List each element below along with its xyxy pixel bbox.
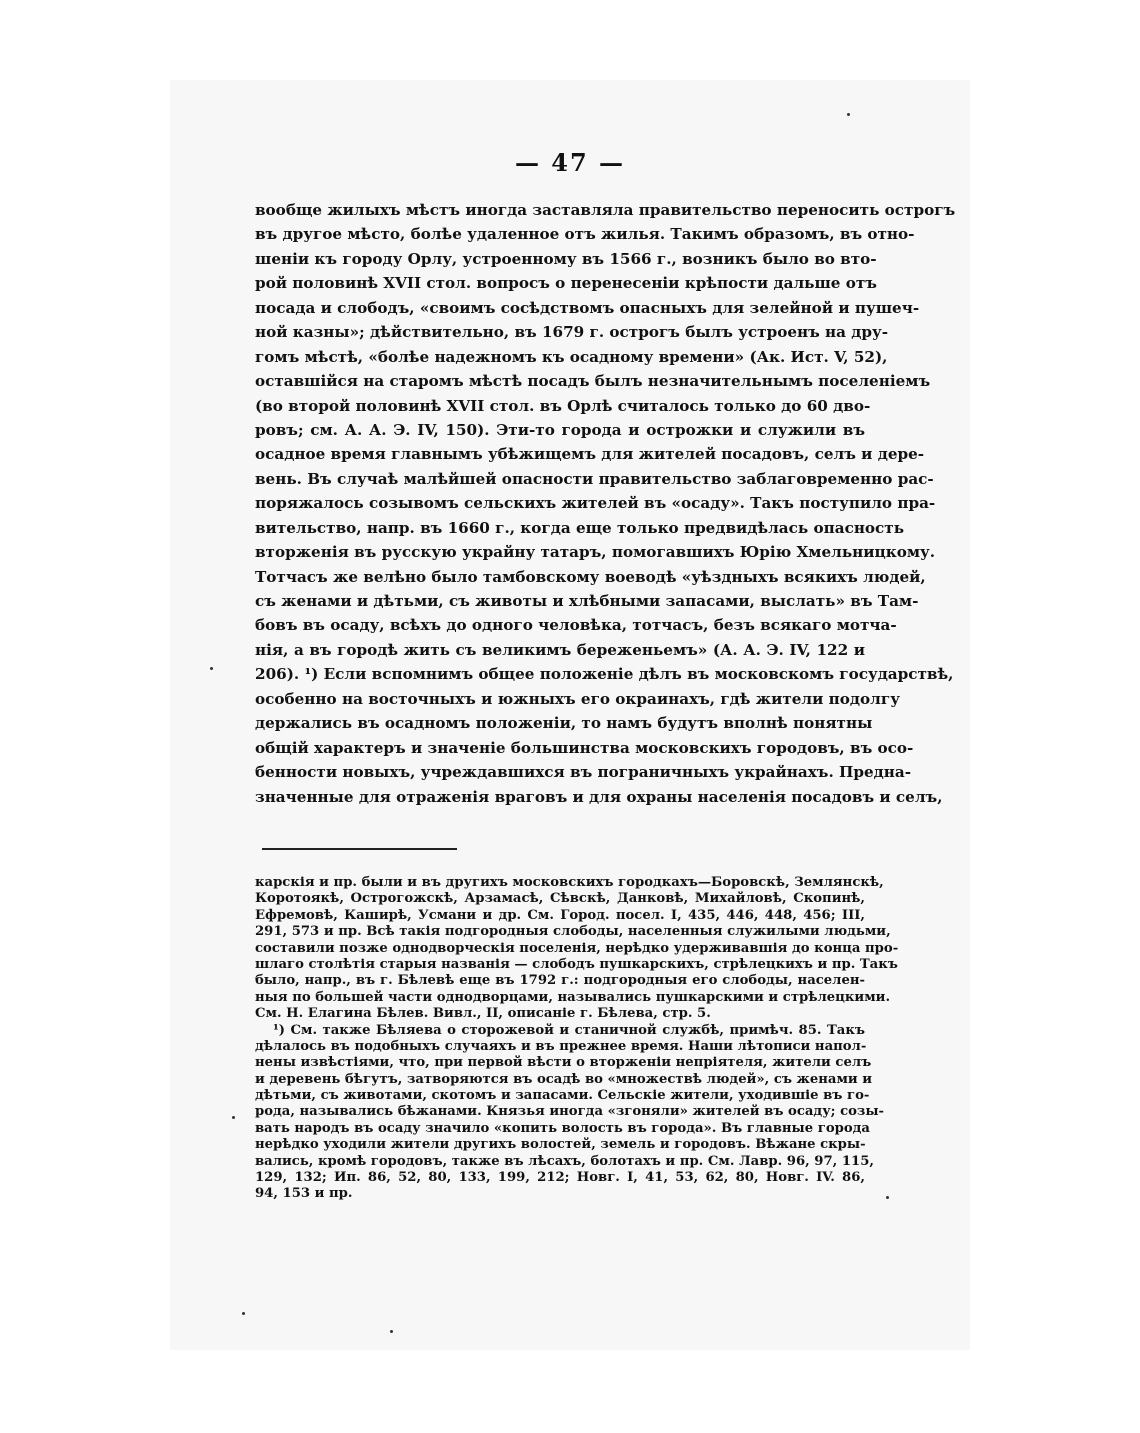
text-line: съ женами и дѣтьми, съ животы и хлѣбными запасами, выслать» въ Там- [255, 592, 919, 610]
text-line: шеніи къ городу Орлу, устроенному въ 1566 г., возникъ было во вто- [255, 249, 877, 268]
footnote-line: вать народъ въ осаду значило «копить волость въ города». Въ главные города [255, 1120, 870, 1136]
text-line: посада и слободъ, «своимъ сосѣдствомъ опасныхъ для зелейной и пушеч- [255, 298, 920, 317]
text-line: особенно на восточныхъ и южныхъ его окраинахъ, гдѣ жители подолгу [255, 689, 900, 708]
text-line: держались въ осадномъ положеніи, то намъ будутъ вполнѣ понятны [255, 714, 873, 733]
footnote-divider [262, 848, 457, 850]
footnote-line: и деревень бѣгутъ, затворяются въ осадѣ во «множествѣ людей», съ женами и [255, 1071, 873, 1087]
text-line: бенности новыхъ, учреждавшихся въ пограничныхъ украйнахъ. Предна- [255, 763, 912, 782]
footnote-line: 291, 573 и пр. Всѣ такія подгородныя слободы, населенныя служилыми людьми, [255, 924, 891, 940]
scan-speck [242, 1312, 245, 1315]
footnote-line: 94, 153 и пр. [255, 1186, 353, 1202]
footnote-line: Коротоякѣ, Острогожскѣ, Арзамасѣ, Сѣвскѣ, Данковѣ, Михайловѣ, Скопинѣ, [255, 891, 865, 907]
footnote-line: ныя по большей части однодворцами, назывались пушкарскими и стрѣлецкими. [255, 989, 891, 1005]
footnote-line: Ефремовѣ, Каширѣ, Усмани и др. См. Город. посел. I, 435, 446, 448, 456; III, [255, 907, 865, 923]
footnote-line: карскія и пр. были и въ другихъ московскихъ городкахъ—Боровскѣ, Землянскѣ, [255, 875, 884, 890]
scan-speck [232, 1116, 235, 1119]
page-number: — 47 — [514, 148, 626, 177]
text-line: ровъ; см. А. А. Э. IV, 150). Эти-то города и острожки и служили въ [255, 420, 865, 439]
text-line: оставшійся на старомъ мѣстѣ посадъ былъ незначительнымъ поселеніемъ [255, 372, 931, 391]
footnote-line: ¹) См. также Бѣляева о сторожевой и станичной службѣ, примѣч. 85. Такъ [273, 1022, 865, 1038]
text-line: (во второй половинѣ XVII стол. въ Орлѣ считалось только до 60 дво- [255, 396, 871, 415]
footnote-line: нерѣдко уходили жители другихъ волостей, земель и городовъ. Вѣжане скры- [255, 1137, 866, 1153]
main-text [255, 198, 956, 809]
footnote-line: 129, 132; Ип. 86, 52, 80, 133, 199, 212; Новг. I, 41, 53, 62, 80, Новг. IV. 86, [255, 1170, 865, 1186]
footnote-line: рода, назывались бѣжанами. Князья иногда «згоняли» жителей въ осаду; созы- [255, 1104, 885, 1120]
footnote-line: составили позже однодворческія поселенія, нерѣдко удерживавшія до конца про- [255, 940, 899, 956]
footnotes [255, 875, 899, 1203]
scan-speck [390, 1330, 393, 1333]
text-line: вообще жилыхъ мѣстъ иногда заставляла правительство переносить острогъ [255, 201, 956, 219]
text-line: осадное время главнымъ убѣжищемъ для жителей посадовъ, селъ и дере- [255, 445, 925, 464]
text-line: вительство, напр. въ 1660 г., когда еще только предвидѣлась опасность [255, 518, 905, 537]
footnote-line: было, напр., въ г. Бѣлевѣ еще въ 1792 г.: подгородныя его слободы, населен- [255, 973, 865, 989]
text-line: вень. Въ случаѣ малѣйшей опасности правительство заблаговременно рас- [255, 469, 934, 488]
footnote-line: дѣлалось въ подобныхъ случаяхъ и въ прежнее время. Наши лѣтописи напол- [255, 1038, 867, 1054]
text-line: значенные для отраженія враговъ и для охраны населенія посадовъ и селъ, [255, 787, 943, 806]
text-line: бовъ въ осаду, всѣхъ до одного человѣка, тотчасъ, безъ всякаго мотча- [255, 616, 897, 635]
footnote-line: нены извѣстіями, что, при первой вѣсти о вторженіи непріятеля, жители селъ [255, 1055, 872, 1071]
footnote-line: вались, кромѣ городовъ, также въ лѣсахъ, болотахъ и пр. См. Лавр. 96, 97, 115, [255, 1153, 874, 1169]
footnote-line: дѣтьми, съ животами, скотомъ и запасами. Сельскіе жители, уходившіе въ го- [255, 1088, 870, 1104]
text-line: Тотчасъ же велѣно было тамбовскому воеводѣ «уѣздныхъ всякихъ людей, [255, 567, 926, 586]
footnote-line: См. Н. Елагина Бѣлев. Вивл., II, описаніе г. Бѣлева, стр. 5. [255, 1006, 711, 1022]
text-line: вторженія въ русскую украйну татаръ, помогавшихъ Юрію Хмельницкому. [255, 543, 936, 562]
footnote-line: шлаго столѣтія старыя названія — слободъ пушкарскихъ, стрѣлецкихъ и пр. Такъ [255, 956, 898, 972]
text-line: поряжалось созывомъ сельскихъ жителей въ «осаду». Такъ поступило пра- [255, 494, 936, 513]
text-line: рой половинѣ XVII стол. вопросъ о перенесеніи крѣпости дальше отъ [255, 274, 877, 293]
scan-speck [886, 1196, 889, 1199]
text-line: общій характеръ и значеніе большинства московскихъ городовъ, въ осо- [255, 738, 914, 757]
text-line: нія, а въ городѣ жить съ великимъ береженьемъ» (А. А. Э. IV, 122 и [255, 640, 865, 659]
text-line: въ другое мѣсто, болѣе удаленное отъ жилья. Такимъ образомъ, въ отно- [255, 225, 915, 244]
scan-speck [210, 667, 213, 670]
text-line: гомъ мѣстѣ, «болѣе надежномъ къ осадному времени» (Ак. Ист. V, 52), [255, 347, 888, 366]
scan-speck [847, 113, 850, 116]
text-line: 206). ¹) Если вспомнимъ общее положеніе дѣлъ въ московскомъ государствѣ, [255, 665, 954, 684]
text-line: ной казны»; дѣйствительно, въ 1679 г. острогъ былъ устроенъ на дру- [255, 323, 889, 342]
